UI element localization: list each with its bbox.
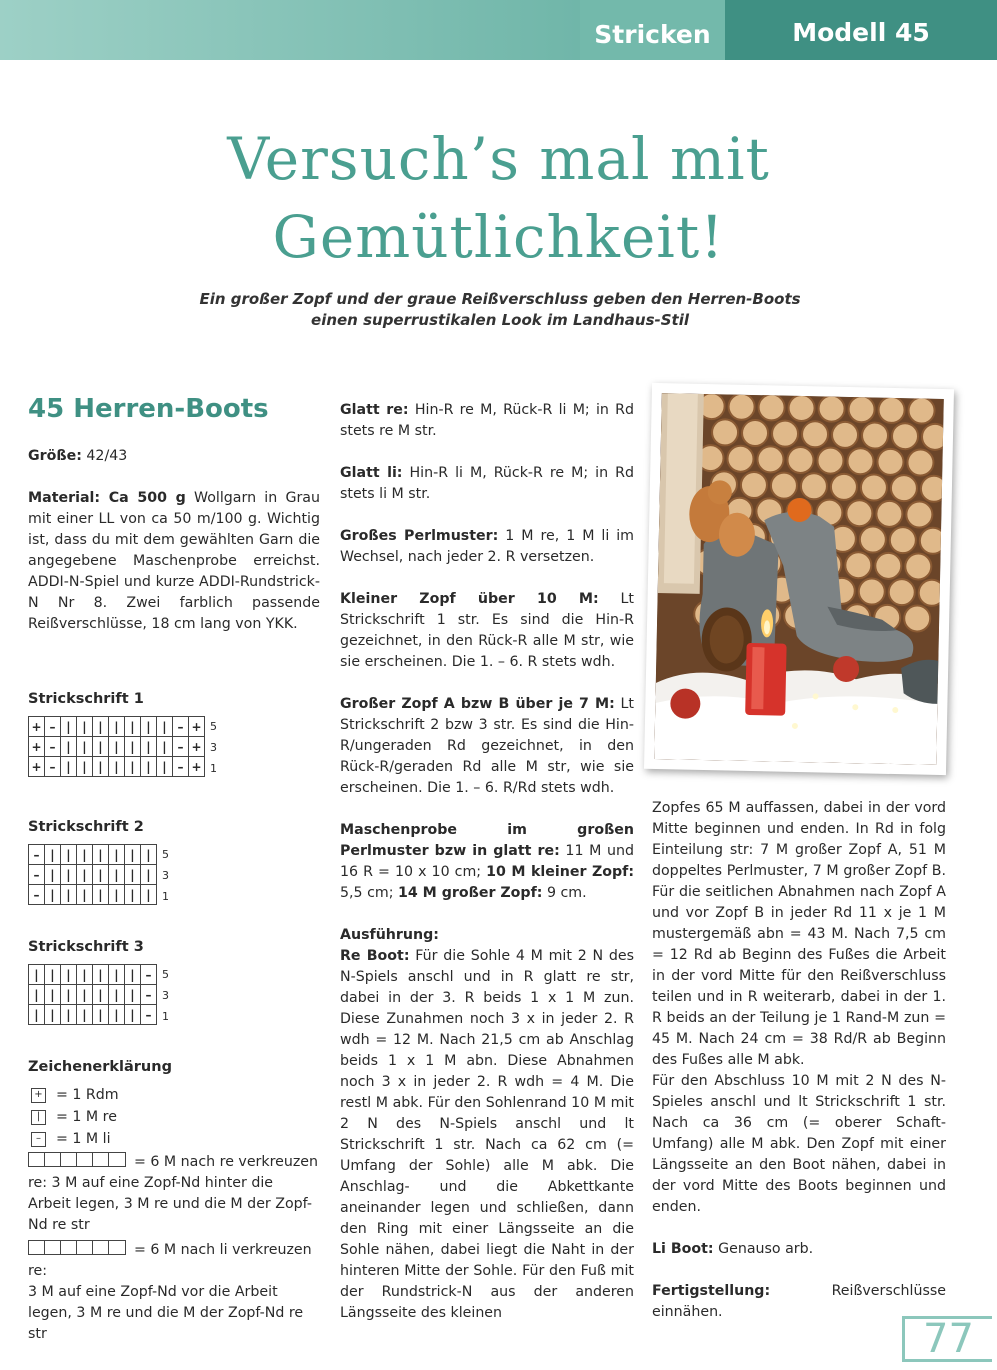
chart-3-title: Strickschrift 3 [28,939,144,955]
glatt-li-paragraph [340,463,634,505]
probe-paragraph [340,820,634,904]
log-end [802,421,829,448]
cable-left-rest: 3 M auf eine Zopf-Nd vor die Arbeit legen, 3 M re und die M der Zopf-Nd re str [28,1284,304,1342]
chart-2-table [28,844,157,905]
model-label: Modell 45 [725,0,997,60]
chart-cell: | [157,737,173,757]
legend-re [28,1106,320,1128]
chart-cell: | [141,885,157,905]
legend-rdm [28,1084,320,1106]
chart-3-table [28,964,157,1025]
chart-row-number: 3 [162,989,169,1002]
chart-cell: | [45,885,61,905]
column-1 [28,392,320,1349]
material-paragraph [28,488,320,635]
chart-2-row-numbers [162,844,169,907]
chart-cell: – [29,865,45,885]
log-end [888,579,915,606]
chart-cell: | [141,737,157,757]
chart-cell: | [157,757,173,777]
li-boot-paragraph [652,1239,946,1260]
chart-cell: | [125,985,141,1005]
log-end [771,472,798,499]
chart-row [29,985,157,1005]
chart-cell: – [141,985,157,1005]
log-end [831,474,858,501]
rdm-symbol: + [31,1088,46,1103]
zopf-klein-label: Kleiner Zopf über 10 M: [340,591,599,607]
chart-cell: – [173,717,189,737]
glatt-re-label: Glatt re: [340,402,409,418]
log-end [788,395,815,422]
cable-right-rest: re: 3 M auf eine Zopf-Nd hinter die Arbeit legen, 3 M re und die M der Zopf-Nd re str [28,1175,313,1233]
chart-2-title: Strickschrift 2 [28,819,144,835]
chart-cell: | [29,1005,45,1025]
log-end [817,447,844,474]
log-end [845,552,872,579]
log-end [892,423,919,450]
page-number: 77 [902,1316,992,1362]
chart-cell: – [45,737,61,757]
chart-row [29,757,205,777]
chart-row [29,1005,157,1025]
chart-cell: – [45,717,61,737]
glatt-li-label: Glatt li: [340,465,403,481]
log-end [922,424,944,451]
log-end [848,396,875,423]
log-end [907,449,934,476]
chart-cell: | [61,885,77,905]
chart-cell: | [61,717,77,737]
log-end [858,578,885,605]
chart-cell: | [61,737,77,757]
log-end [861,474,888,501]
subtitle-line-1: Ein großer Zopf und der graue Reißverschluss geben den Herren-Boots [199,290,801,308]
chart-cell: | [61,965,77,985]
chart-cell: | [125,737,141,757]
probe-label-3: 14 M großer Zopf: [397,885,543,901]
chart-cell: | [61,985,77,1005]
chart-cell: – [29,885,45,905]
title-line-2: Gemütlichkeit! [272,203,725,271]
chart-cell: | [109,737,125,757]
chart-cell: | [109,985,125,1005]
chart-1-table [28,716,205,777]
zopf-klein-paragraph [340,589,634,673]
log-end [712,419,739,446]
log-end [862,422,889,449]
log-end [920,528,944,555]
page-subtitle [150,289,850,331]
chart-cell: – [45,757,61,777]
log-end [891,475,918,502]
chart-cell: + [29,757,45,777]
size-label: Größe: [28,448,82,464]
chart-cell: – [173,757,189,777]
chart-cell: | [93,965,109,985]
ausfuehrung-heading: Ausführung: [340,927,439,943]
chart-row-number: 5 [162,968,169,981]
log-end [877,449,904,476]
log-end [742,420,769,447]
log-end [818,395,845,422]
legend-cable-right [28,1152,320,1236]
log-end [906,501,933,528]
chart-row-number: 3 [210,741,217,754]
probe-text-2: 5,5 cm; [340,885,398,901]
probe-text-1: 11 M und 16 R = 10 x 10 cm; [340,843,634,880]
chart-cell: | [77,985,93,1005]
glatt-re-text: Hin-R re M, Rück-R li M; in Rd stets re M str. [340,402,634,439]
log-end [878,397,905,424]
page-title [0,120,997,276]
chart-cell: | [29,985,45,1005]
log-end [758,394,785,421]
log-end [847,448,874,475]
chart-1-row-numbers [210,716,217,779]
log-end [860,526,887,553]
perl-gross-paragraph [340,526,634,568]
chart-cell: | [141,865,157,885]
chart-cell: | [125,1005,141,1025]
chart-2-grid [28,844,320,907]
chart-cell: + [29,737,45,757]
zopf-gross-label: Großer Zopf A bzw B über je 7 M: [340,696,615,712]
chart-cell: | [141,717,157,737]
cable-left-symbol [28,1240,126,1255]
li-symbol: – [31,1132,46,1147]
probe-text-3: 9 cm. [542,885,587,901]
boots-photo-illustration [654,393,944,765]
chart-cell: | [109,757,125,777]
chart-row-number: 5 [210,720,217,733]
log-end [846,500,873,527]
log-end [801,473,828,500]
chart-cell: | [109,885,125,905]
reboot-text: Für die Sohle 4 M mit 2 N des N-Spiels anschl und in R glatt re str, dabei in der 3. R beids 1 x 1 M zun. Diese Zunahmen noch 3 x in jeder 2. R wdh = 12 M. Nach 21,5 cm ab Anschlag beids 1 x 1 M abn. Diese Abnahmen noch 3 x in jeder 2. R wdh = 4 M. Die restl M abk. Für den Sohlenrand 10 M mit 2 N des N-Spiels anschl und lt Strickschrift 1 str. Nach ca 62 cm (= Umfang der Sohle) alle M abk. Die Anschlag- und die Abkettkante aneinander legen und schließen, dann den Ring mit einer Längsseite an die Sohle nähen, dabei liegt die Naht in der hinteren Mitte der Sohle. Für den Fuß mit der Rundstrick-N aus der anderen Längsseite des kleinen [340,948,635,1321]
chart-cell: | [45,845,61,865]
chart-cell: | [45,965,61,985]
probe-label-2: 10 M kleiner Zopf: [486,864,634,880]
reboot-label: Re Boot: [340,948,410,964]
chart-cell: | [45,1005,61,1025]
legend-title: Zeichenerklärung [28,1059,172,1075]
cable-right-first: = 6 M nach re verkreuzen [134,1154,319,1170]
probe-label: Maschenprobe im großen Perlmuster bzw in glatt re: [340,822,634,859]
chart-cell: | [77,1005,93,1025]
chart-row [29,965,157,985]
chart-cell: | [77,865,93,885]
chart-cell: | [109,717,125,737]
chart-cell: | [125,717,141,737]
chart-3-grid [28,964,320,1027]
legend-re-text: = 1 M re [56,1109,117,1125]
material-label: Material: Ca 500 g [28,490,186,506]
chart-cell: | [93,1005,109,1025]
chart-cell: | [77,845,93,865]
chart-cell: | [93,985,109,1005]
chart-cell: + [189,717,205,737]
chart-row-number: 1 [210,762,217,775]
legend-rdm-text: = 1 Rdm [56,1087,119,1103]
perl-gross-label: Großes Perlmuster: [340,528,499,544]
chart-cell: | [93,865,109,885]
log-end [741,472,768,499]
chart-cell: | [29,965,45,985]
chart-row-number: 3 [162,869,169,882]
fertig-label: Fertigstellung: [652,1283,771,1299]
chart-cell: | [93,885,109,905]
column-2 [340,400,634,1324]
chart-cell: | [109,865,125,885]
boots-photo [654,393,944,765]
header-gradient [0,0,580,60]
li-boot-text: Genauso arb. [713,1241,814,1257]
chart-cell: | [77,885,93,905]
chart-cell: | [141,845,157,865]
size-paragraph [28,446,320,467]
log-end [772,420,799,447]
chart-row-number: 5 [162,848,169,861]
chart-cell: | [125,757,141,777]
log-end [876,501,903,528]
chart-cell: | [109,965,125,985]
chart-cell: | [125,885,141,905]
chart-cell: + [29,717,45,737]
chart-cell: | [93,737,109,757]
log-end [728,393,755,420]
chart-cell: + [189,737,205,757]
column-3 [652,798,946,1344]
li-boot-label: Li Boot: [652,1241,714,1257]
chart-cell: | [45,985,61,1005]
chart-1-grid [28,716,320,779]
photo-frame [644,383,954,775]
log-end [905,553,932,580]
chart-row [29,885,157,905]
log-end [727,445,754,472]
chart-3-row-numbers [162,964,169,1027]
perl-gross-text: 1 M re, 1 M li im Wechsel, nach jeder 2. R versetzen. [340,528,634,565]
log-end [875,553,902,580]
chart-cell: | [45,865,61,885]
chart-cell: – [141,1005,157,1025]
chart-cell: | [61,865,77,885]
chart-1-title: Strickschrift 1 [28,691,144,707]
size-value: 42/43 [81,448,128,464]
chart-cell: | [93,717,109,737]
col3-text-1: Zopfes 65 M auffassen, dabei in der vord Mitte beginnen und enden. In Rd in folg Einteilung str: 7 M großer Zopf A, 51 M doppeltes Perlmuster, 7 M großer Zopf B. Für die seitlichen Abnahmen nach Zopf A und vor Zopf B in jeder Rd 11 x je 1 M mustergemäß abn = 43 M. Nach 7,5 cm = 12 Rd ab Beginn des Fußes die Arbeit in der vord Mitte für den Reißverschluss teilen und in R weiterarb, dabei in der 1. R beids an der Teilung je 1 Rand-M zun = 45 M. Nach 24 cm = 38 Rd/R ab Beginn des Fußes alle M abk. [652,800,946,1068]
chart-cell: | [77,737,93,757]
chart-cell: – [173,737,189,757]
legend-cable-left [28,1240,320,1345]
title-line-1: Versuch’s mal mit [227,125,770,193]
cable-left-first: = 6 M nach li verkreuzen re: [28,1242,312,1279]
chart-cell: | [157,717,173,737]
chart-cell: | [141,757,157,777]
glatt-re-paragraph [340,400,634,442]
chart-cell: + [189,757,205,777]
chart-cell: | [77,757,93,777]
cable-right-symbol [28,1152,126,1167]
log-end [787,447,814,474]
chart-cell: | [109,845,125,865]
chart-cell: | [77,965,93,985]
chart-cell: – [141,965,157,985]
chart-cell: | [61,1005,77,1025]
reboot-paragraph [340,946,634,1324]
legend-li-text: = 1 M li [56,1131,111,1147]
fertig-text: Reißverschlüsse einnähen. [652,1283,946,1320]
chart-cell: | [109,1005,125,1025]
section-label: Stricken [580,0,725,60]
log-end [890,527,917,554]
chart-cell: | [93,845,109,865]
chart-cell: – [29,845,45,865]
subtitle-line-2: einen superrustikalen Look im Landhaus-Stil [311,311,689,329]
log-end [921,476,944,503]
chart-cell: | [125,845,141,865]
chart-row [29,865,157,885]
log-end [904,605,931,632]
log-end [918,580,943,607]
chart-cell: | [125,865,141,885]
chart-cell: | [61,757,77,777]
chart-row-number: 1 [162,890,169,903]
chart-row [29,717,205,737]
glatt-li-text: Hin-R li M, Rück-R re M; in Rd stets li M str. [340,465,634,502]
zopf-gross-text: Lt Strickschrift 2 bzw 3 str. Es sind die Hin-R/ungeraden Rd gezeichnet, in den Rück-R/geraden Rd alle M str, wie sie erscheinen. Die 1. – 6. R/Rd stets wdh. [340,696,634,796]
log-end [908,397,935,424]
chart-cell: | [125,965,141,985]
material-text: Wollgarn in Grau mit einer LL von ca 50 m/100 g. Wichtig ist, dass du mit dem gewählten Garn die angegebene Maschenprobe erreichst. ADDI-N-Spiel und kurze ADDI-Rundstrick-N Nr 8. Zwei farblich passende Reißverschlüsse, 18 cm lang von YKK. [28,490,320,632]
legend-li [28,1128,320,1150]
chart-cell: | [61,845,77,865]
zopf-klein-text: Lt Strickschrift 1 str. Es sind die Hin-R gezeichnet, in den Rück-R alle M str, wie sie erscheinen. Die 1. – 6. R stets wdh. [340,591,634,670]
re-symbol: | [31,1110,46,1125]
zopf-gross-paragraph [340,694,634,799]
chart-row-number: 1 [162,1010,169,1023]
chart-row [29,845,157,865]
chart-cell: | [93,757,109,777]
log-end [832,422,859,449]
chart-row [29,737,205,757]
project-title: 45 Herren-Boots [28,394,269,424]
log-end [757,446,784,473]
col3-text-2: Für den Abschluss 10 M mit 2 N des N-Spieles anschl und lt Strickschrift 1 str. Nach ca 36 cm (= oberer Schaft-Umfang) alle M abk. Den Zopf mit einer Längsseite an den Boot nähen, dabei in der vord Mitte des Boots beginnen und enden. [652,1073,946,1215]
chart-cell: | [77,717,93,737]
